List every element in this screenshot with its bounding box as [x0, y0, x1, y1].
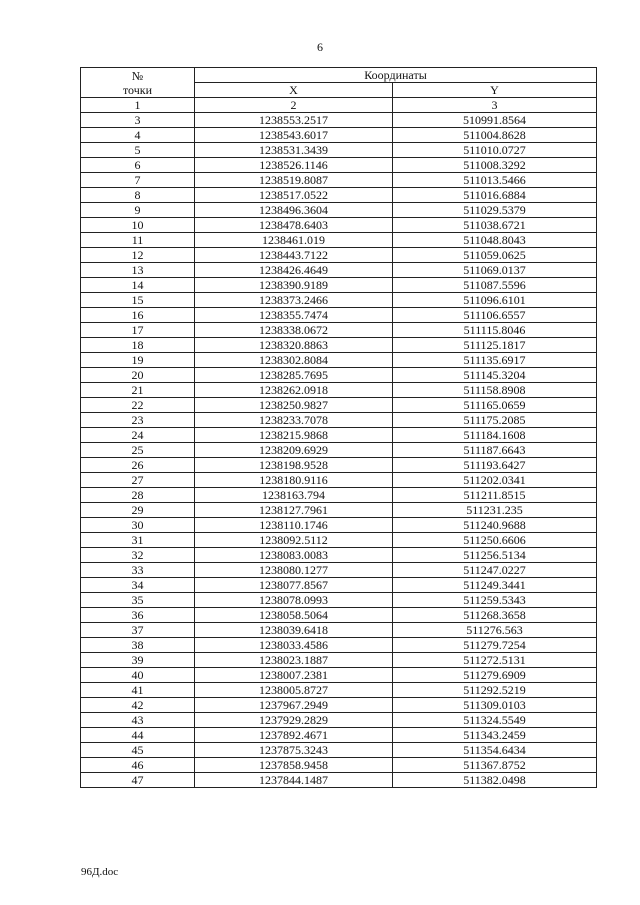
y-coordinate-cell: 511256.5134 — [393, 548, 597, 563]
y-coordinate-cell: 511008.3292 — [393, 158, 597, 173]
table-row — [81, 698, 597, 713]
table-row — [81, 278, 597, 293]
y-coordinate-cell: 511193.6427 — [393, 458, 597, 473]
column-number: 1 — [81, 98, 195, 113]
point-number-cell: 36 — [81, 608, 195, 623]
table-row — [81, 608, 597, 623]
y-coordinate-cell: 511115.8046 — [393, 323, 597, 338]
point-number-cell: 23 — [81, 413, 195, 428]
coordinates-table — [80, 67, 597, 788]
point-number-cell: 12 — [81, 248, 195, 263]
x-coordinate-cell: 1238517.0522 — [195, 188, 393, 203]
table-row — [81, 593, 597, 608]
point-number-cell: 41 — [81, 683, 195, 698]
point-number-cell: 29 — [81, 503, 195, 518]
y-coordinate-cell: 511187.6643 — [393, 443, 597, 458]
table-row — [81, 143, 597, 158]
point-number-cell: 20 — [81, 368, 195, 383]
point-number-cell: 19 — [81, 353, 195, 368]
y-coordinate-cell: 511279.6909 — [393, 668, 597, 683]
table-row — [81, 128, 597, 143]
table-row — [81, 533, 597, 548]
table-row — [81, 173, 597, 188]
point-number-cell: 26 — [81, 458, 195, 473]
point-number-cell: 13 — [81, 263, 195, 278]
point-number-cell: 33 — [81, 563, 195, 578]
point-number-cell: 3 — [81, 113, 195, 128]
table-row — [81, 248, 597, 263]
x-coordinate-cell: 1238110.1746 — [195, 518, 393, 533]
y-coordinate-cell: 511029.5379 — [393, 203, 597, 218]
x-coordinate-cell: 1238039.6418 — [195, 623, 393, 638]
y-coordinate-cell: 511250.6606 — [393, 533, 597, 548]
point-number-cell: 44 — [81, 728, 195, 743]
table-row — [81, 293, 597, 308]
point-number-cell: 15 — [81, 293, 195, 308]
column-number-row — [81, 98, 597, 113]
table-row — [81, 638, 597, 653]
x-coordinate-cell: 1237892.4671 — [195, 728, 393, 743]
y-coordinate-cell: 511292.5219 — [393, 683, 597, 698]
y-coordinate-cell: 511145.3204 — [393, 368, 597, 383]
y-coordinate-cell: 511276.563 — [393, 623, 597, 638]
table-row — [81, 338, 597, 353]
y-coordinate-cell: 511059.0625 — [393, 248, 597, 263]
y-coordinate-cell: 511259.5343 — [393, 593, 597, 608]
point-label-line1: № — [131, 68, 144, 83]
y-coordinate-cell: 511125.1817 — [393, 338, 597, 353]
x-coordinate-cell: 1238461.019 — [195, 233, 393, 248]
x-coordinate-cell: 1238007.2381 — [195, 668, 393, 683]
y-coordinate-cell: 511165.0659 — [393, 398, 597, 413]
x-coordinate-cell: 1237929.2829 — [195, 713, 393, 728]
table-row — [81, 758, 597, 773]
x-coordinate-cell: 1238262.0918 — [195, 383, 393, 398]
x-coordinate-cell: 1238077.8567 — [195, 578, 393, 593]
point-number-cell: 37 — [81, 623, 195, 638]
y-coordinate-cell: 510991.8564 — [393, 113, 597, 128]
table-row — [81, 653, 597, 668]
point-number-cell: 11 — [81, 233, 195, 248]
point-number-cell: 46 — [81, 758, 195, 773]
table-row — [81, 473, 597, 488]
x-coordinate-cell: 1238198.9528 — [195, 458, 393, 473]
y-coordinate-cell: 511354.6434 — [393, 743, 597, 758]
point-number-cell: 25 — [81, 443, 195, 458]
y-coordinate-cell: 511106.6557 — [393, 308, 597, 323]
table-row — [81, 428, 597, 443]
point-number-cell: 47 — [81, 773, 195, 788]
point-number-cell: 6 — [81, 158, 195, 173]
y-coordinate-cell: 511279.7254 — [393, 638, 597, 653]
point-number-cell: 43 — [81, 713, 195, 728]
point-number-cell: 17 — [81, 323, 195, 338]
point-number-cell: 30 — [81, 518, 195, 533]
point-number-cell: 7 — [81, 173, 195, 188]
x-coordinate-cell: 1237844.1487 — [195, 773, 393, 788]
x-coordinate-cell: 1238180.9116 — [195, 473, 393, 488]
column-number: 2 — [195, 98, 393, 113]
point-number-cell: 32 — [81, 548, 195, 563]
footer-filename: 96Д.doc — [81, 866, 119, 878]
table-row — [81, 233, 597, 248]
y-coordinate-cell: 511247.0227 — [393, 563, 597, 578]
x-coordinate-cell: 1238531.3439 — [195, 143, 393, 158]
x-coordinate-cell: 1238215.9868 — [195, 428, 393, 443]
table-row — [81, 773, 597, 788]
x-coordinate-cell: 1238250.9827 — [195, 398, 393, 413]
y-coordinate-cell: 511013.5466 — [393, 173, 597, 188]
point-number-cell: 21 — [81, 383, 195, 398]
y-coordinate-cell: 511184.1608 — [393, 428, 597, 443]
x-coordinate-cell: 1238209.6929 — [195, 443, 393, 458]
point-number-cell: 35 — [81, 593, 195, 608]
x-coordinate-cell: 1238390.9189 — [195, 278, 393, 293]
x-coordinate-cell: 1238080.1277 — [195, 563, 393, 578]
y-coordinate-cell: 511087.5596 — [393, 278, 597, 293]
table-row — [81, 308, 597, 323]
table-row — [81, 563, 597, 578]
y-coordinate-cell: 511202.0341 — [393, 473, 597, 488]
y-coordinate-cell: 511367.8752 — [393, 758, 597, 773]
table-row — [81, 113, 597, 128]
point-number-cell: 5 — [81, 143, 195, 158]
point-number-cell: 24 — [81, 428, 195, 443]
y-coordinate-cell: 511004.8628 — [393, 128, 597, 143]
table-row — [81, 728, 597, 743]
point-number-cell: 8 — [81, 188, 195, 203]
table-row — [81, 323, 597, 338]
y-coordinate-cell: 511382.0498 — [393, 773, 597, 788]
table-row — [81, 713, 597, 728]
y-coordinate-cell: 511096.6101 — [393, 293, 597, 308]
table-row — [81, 383, 597, 398]
y-coordinate-cell: 511268.3658 — [393, 608, 597, 623]
table-row — [81, 203, 597, 218]
point-number-cell: 40 — [81, 668, 195, 683]
x-coordinate-cell: 1238320.8863 — [195, 338, 393, 353]
table-row — [81, 158, 597, 173]
x-coordinate-cell: 1238355.7474 — [195, 308, 393, 323]
x-coordinate-cell: 1238058.5064 — [195, 608, 393, 623]
y-coordinate-cell: 511272.5131 — [393, 653, 597, 668]
table-row — [81, 668, 597, 683]
point-number-cell: 9 — [81, 203, 195, 218]
point-number-cell: 28 — [81, 488, 195, 503]
x-coordinate-cell: 1238233.7078 — [195, 413, 393, 428]
table-row — [81, 353, 597, 368]
point-number-cell: 18 — [81, 338, 195, 353]
table-row — [81, 398, 597, 413]
page-number: 6 — [317, 40, 323, 54]
table-row — [81, 458, 597, 473]
x-coordinate-cell: 1238553.2517 — [195, 113, 393, 128]
x-coordinate-cell: 1238443.7122 — [195, 248, 393, 263]
point-number-cell: 45 — [81, 743, 195, 758]
table-row — [81, 548, 597, 563]
table-row — [81, 413, 597, 428]
y-coordinate-cell: 511343.2459 — [393, 728, 597, 743]
header-row-1 — [81, 68, 597, 83]
x-coordinate-cell: 1238083.0083 — [195, 548, 393, 563]
point-number-cell: 31 — [81, 533, 195, 548]
y-coordinate-cell: 511175.2085 — [393, 413, 597, 428]
point-number-cell: 22 — [81, 398, 195, 413]
x-coordinate-cell: 1238543.6017 — [195, 128, 393, 143]
x-coordinate-cell: 1237858.9458 — [195, 758, 393, 773]
y-coordinate-cell: 511231.235 — [393, 503, 597, 518]
point-label-line2: точки — [122, 82, 153, 97]
coordinates-header: Координаты — [195, 68, 597, 83]
x-coordinate-cell: 1237967.2949 — [195, 698, 393, 713]
point-number-header — [81, 68, 195, 98]
y-coordinate-cell: 511016.6884 — [393, 188, 597, 203]
point-number-cell: 42 — [81, 698, 195, 713]
point-number-cell: 34 — [81, 578, 195, 593]
x-coordinate-cell: 1238338.0672 — [195, 323, 393, 338]
y-coordinate-cell: 511135.6917 — [393, 353, 597, 368]
x-coordinate-cell: 1238285.7695 — [195, 368, 393, 383]
y-coordinate-cell: 511249.3441 — [393, 578, 597, 593]
x-coordinate-cell: 1238033.4586 — [195, 638, 393, 653]
y-coordinate-cell: 511048.8043 — [393, 233, 597, 248]
table-row — [81, 578, 597, 593]
y-coordinate-cell: 511240.9688 — [393, 518, 597, 533]
y-coordinate-cell: 511211.8515 — [393, 488, 597, 503]
x-coordinate-cell: 1238005.8727 — [195, 683, 393, 698]
table-row — [81, 443, 597, 458]
x-coordinate-cell: 1238496.3604 — [195, 203, 393, 218]
x-coordinate-cell: 1238023.1887 — [195, 653, 393, 668]
table-row — [81, 518, 597, 533]
x-coordinate-cell: 1238163.794 — [195, 488, 393, 503]
table-row — [81, 623, 597, 638]
point-number-cell: 4 — [81, 128, 195, 143]
table-row — [81, 218, 597, 233]
x-coordinate-cell: 1238526.1146 — [195, 158, 393, 173]
x-coordinate-cell: 1238426.4649 — [195, 263, 393, 278]
x-coordinate-cell: 1238519.8087 — [195, 173, 393, 188]
table-row — [81, 503, 597, 518]
table-row — [81, 188, 597, 203]
table-row — [81, 263, 597, 278]
x-coordinate-cell: 1238373.2466 — [195, 293, 393, 308]
table-row — [81, 743, 597, 758]
point-number-cell: 10 — [81, 218, 195, 233]
y-coordinate-cell: 511309.0103 — [393, 698, 597, 713]
table-row — [81, 488, 597, 503]
y-coordinate-cell: 511158.8908 — [393, 383, 597, 398]
point-number-cell: 39 — [81, 653, 195, 668]
x-coordinate-cell: 1238127.7961 — [195, 503, 393, 518]
y-coordinate-cell: 511038.6721 — [393, 218, 597, 233]
point-number-cell: 16 — [81, 308, 195, 323]
y-coordinate-cell: 511324.5549 — [393, 713, 597, 728]
y-header: Y — [393, 83, 597, 98]
x-coordinate-cell: 1238302.8084 — [195, 353, 393, 368]
x-header: X — [195, 83, 393, 98]
x-coordinate-cell: 1237875.3243 — [195, 743, 393, 758]
table-row — [81, 368, 597, 383]
x-coordinate-cell: 1238478.6403 — [195, 218, 393, 233]
y-coordinate-cell: 511069.0137 — [393, 263, 597, 278]
point-number-cell: 27 — [81, 473, 195, 488]
y-coordinate-cell: 511010.0727 — [393, 143, 597, 158]
x-coordinate-cell: 1238092.5112 — [195, 533, 393, 548]
point-number-cell: 38 — [81, 638, 195, 653]
coordinates-body — [81, 113, 597, 788]
point-number-cell: 14 — [81, 278, 195, 293]
table-row — [81, 683, 597, 698]
x-coordinate-cell: 1238078.0993 — [195, 593, 393, 608]
column-number: 3 — [393, 98, 597, 113]
